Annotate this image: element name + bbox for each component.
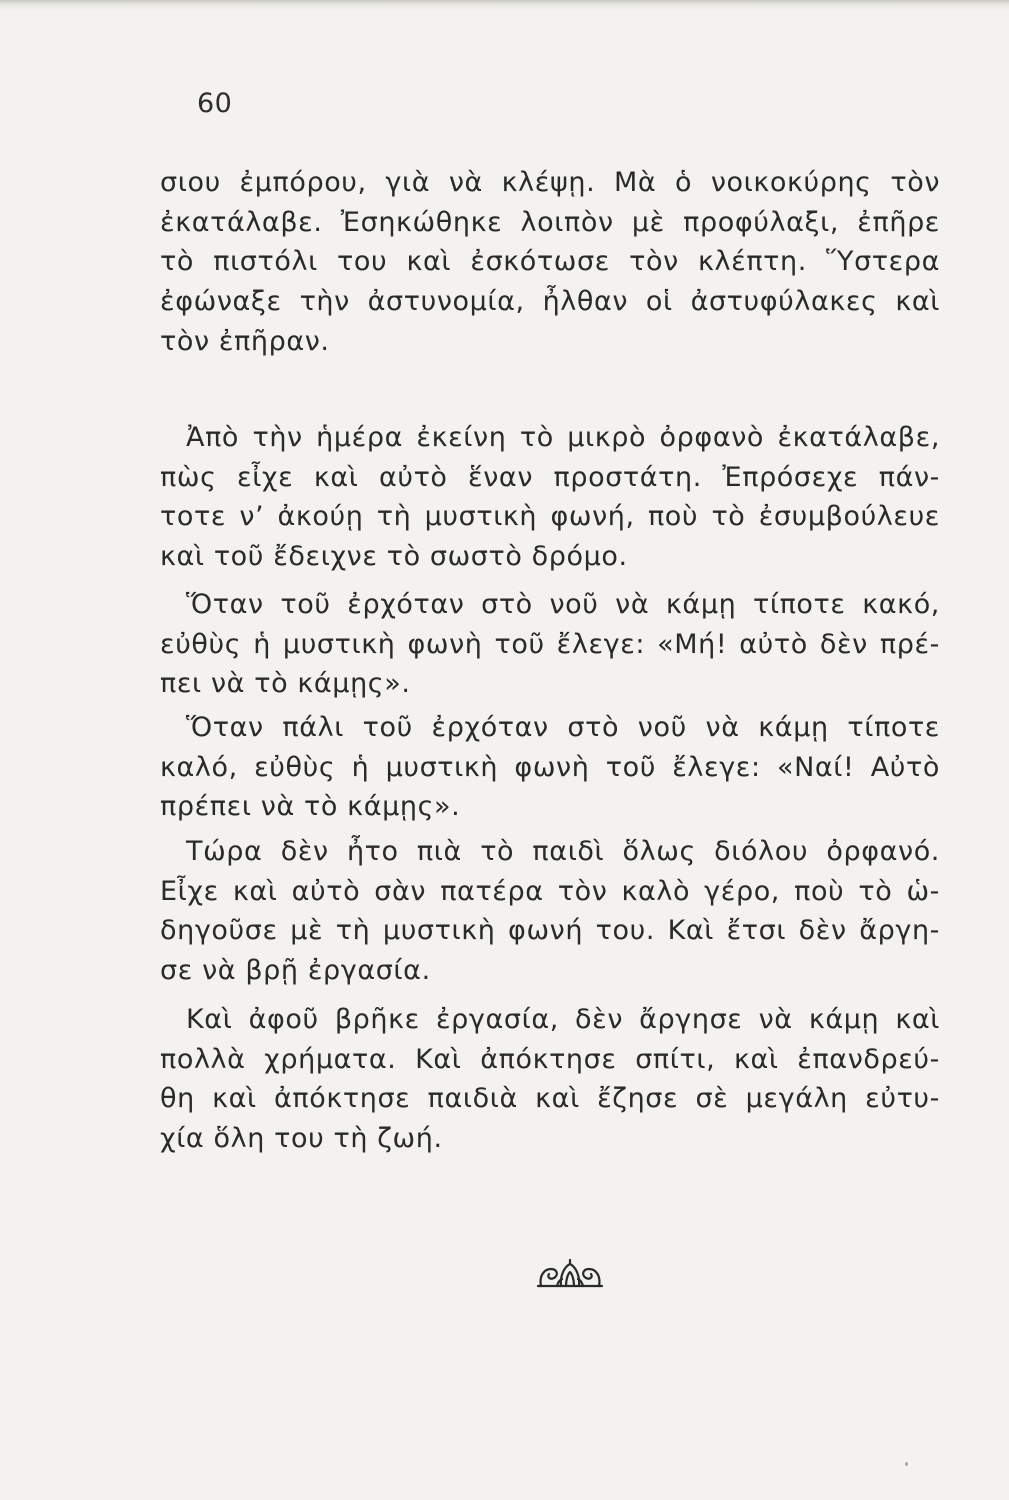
text-line: πρέπει νὰ τὸ κάμῃς». <box>160 791 461 823</box>
text-line: σιου ἐμπόρου, γιὰ νὰ κλέψῃ. Μὰ ὁ νοικοκύρης τὸν <box>160 167 940 198</box>
paragraph-5 <box>160 832 940 991</box>
text-line: Καὶ ἀφοῦ βρῆκε ἐργασία, δὲν ἄργησε νὰ κάμῃ καὶ <box>186 1004 940 1035</box>
paragraph-2 <box>160 418 940 577</box>
text-line: Ὅταν πάλι τοῦ ἐρχόταν στὸ νοῦ νὰ κάμῃ τίποτε <box>186 712 940 743</box>
text-line: τὸν ἐπῆραν. <box>160 325 330 357</box>
paragraph-1 <box>160 163 940 361</box>
text-line: πολλὰ χρήματα. Καὶ ἀπόκτησε σπίτι, καὶ ἐπανδρεύ- <box>160 1043 940 1075</box>
paragraph-3 <box>160 585 940 704</box>
end-of-chapter-vignette-icon <box>535 1257 605 1289</box>
paper-speck <box>905 1462 908 1466</box>
text-line: πὼς εἶχε καὶ αὐτὸ ἕναν προστάτη. Ἐπρόσεχε πάν- <box>160 461 940 493</box>
text-line: σε νὰ βρῇ ἐργασία. <box>160 955 431 987</box>
text-line: πει νὰ τὸ κάμῃς». <box>160 668 411 700</box>
text-line: καὶ τοῦ ἔδειχνε τὸ σωστὸ δρόμο. <box>160 541 628 573</box>
scanned-page-top-edge <box>0 0 1009 10</box>
text-line: ἐφώναξε τὴν ἀστυνομία, ἦλθαν οἱ ἀστυφύλακες καὶ <box>160 286 940 318</box>
text-line: Εἶχε καὶ αὐτὸ σὰν πατέρα τὸν καλὸ γέρο, ποὺ τὸ ὡ- <box>160 875 940 907</box>
text-line: τοτε ν’ ἀκούῃ τὴ μυστικὴ φωνή, ποὺ τὸ ἐσυμβούλευε <box>160 501 940 533</box>
text-line: χία ὅλη του τὴ ζωή. <box>160 1123 443 1155</box>
text-line: θη καὶ ἀπόκτησε παιδιὰ καὶ ἔζησε σὲ μεγάλη εὐτυ- <box>160 1083 940 1115</box>
text-line: ἐκατάλαβε. Ἐσηκώθηκε λοιπὸν μὲ προφύλαξι, ἐπῆρε <box>160 206 940 238</box>
paragraph-6 <box>160 1000 940 1159</box>
text-line: τὸ πιστόλι του καὶ ἐσκότωσε τὸν κλέπτη. Ὕστερα <box>160 246 940 278</box>
text-line: εὐθὺς ἡ μυστικὴ φωνὴ τοῦ ἔλεγε: «Μή! αὐτὸ δὲν πρέ- <box>160 628 940 660</box>
paragraph-4 <box>160 708 940 827</box>
text-line: Ὅταν τοῦ ἐρχόταν στὸ νοῦ νὰ κάμῃ τίποτε κακό, <box>186 589 940 620</box>
text-line: δηγοῦσε μὲ τὴ μυστικὴ φωνή του. Καὶ ἔτσι δὲν ἄργη- <box>160 915 940 947</box>
text-line: Ἀπὸ τὴν ἡμέρα ἐκείνη τὸ μικρὸ ὀρφανὸ ἐκατάλαβε, <box>186 422 940 453</box>
text-line: καλό, εὐθὺς ἡ μυστικὴ φωνὴ τοῦ ἔλεγε: «Ναί! Αὐτὸ <box>160 751 940 783</box>
text-line: Τώρα δὲν ἦτο πιὰ τὸ παιδὶ ὅλως διόλου ὀρφανό. <box>186 836 940 867</box>
page-number: 60 <box>197 88 233 119</box>
